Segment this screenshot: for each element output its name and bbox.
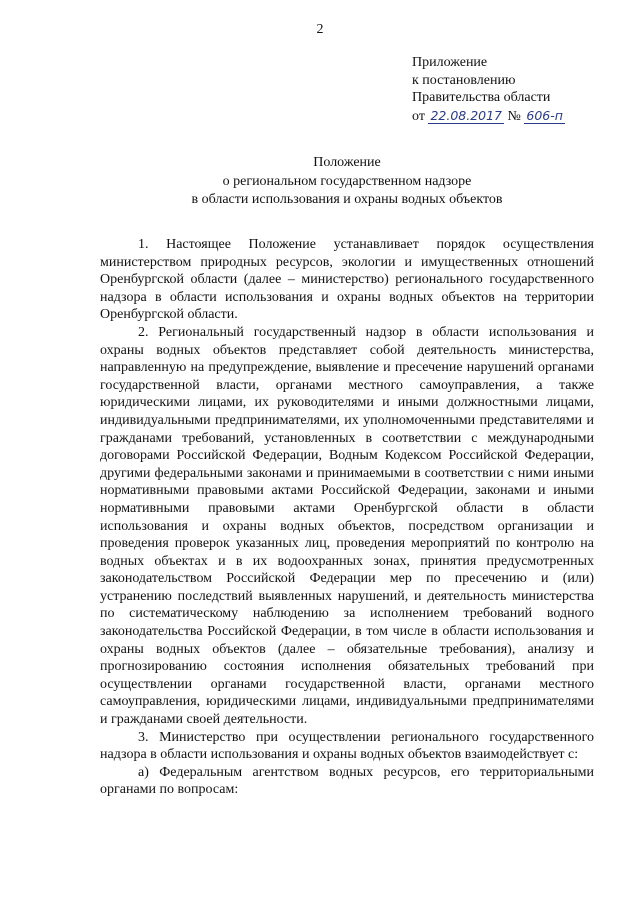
appendix-line-3: Правительства области [412,90,551,105]
handwritten-number: 606-п [526,107,563,123]
title-line-3: в области использования и охраны водных объектов [191,192,503,207]
document-body [100,236,594,799]
appendix-header [412,54,632,125]
cut-off-next-line [100,895,594,905]
title-line-1: Положение [313,155,381,170]
paragraph-3: 3. Министерство при осуществлении регионального государственного надзора в области использования и охраны водных объектов взаимодействует с: [100,729,594,763]
appendix-line-1: Приложение [412,55,488,70]
paragraph-3a: а) Федеральным агентством водных ресурсов, его территориальными органами по вопросам: [100,764,594,798]
document-title [100,154,594,210]
title-line-2: о региональном государственном надзоре [222,173,472,189]
paragraph-2: 2. Региональный государственный надзор в области использования и охраны водных объектов представляет собой деятельность министерства, направленную на предупреждение, выявление и пресечение нарушений органами государственной власти, органами местного самоуправления, а также юридическими лицами, их руководителями и иными должностными лицами, индивидуальными предпринимателями, их уполномоченными представителями и гражданами требований, установленных в соответствии с международными договорами Российской Федерации, Водным Кодексом Российской Федерации, другими федеральными законами и принимаемыми в соответствии с ними иными нормативными правовыми актами Российской Федерации, законами и иными нормативными правовыми актами Оренбургской области в области использования и охраны водных объектов, посредством организации и проведения проверок указанных лиц, проведения мероприятий по контролю на водных объектах и в их водоохранных зонах, принятия предусмотренных законодательством Российской Федерации мер по пресечению и (или) устранению последствий выявленных нарушений, и деятельность министерства по систематическому наблюдению за исполнением требований водного законодательства Российской Федерации, в том числе в области использования и охраны водных объектов (далее – обязательные требования), анализу и прогнозированию состояния исполнения обязательных требований при осуществлении органами государственной власти, органами местного самоуправления, юридическими лицами, индивидуальными предпринимателями и гражданами своей деятельности. [100,324,594,728]
appendix-line-2: к постановлению [412,72,516,88]
appendix-date-prefix: от [412,108,425,124]
appendix-date-line [412,107,632,126]
paragraph-1: 1. Настоящее Положение устанавливает порядок осуществления министерством природных ресурсов, экологии и имущественных отношений Оренбургской области (далее – министерство) регионального государственного надзора в области использования и охраны водных объектов на территории Оренбургской области. [100,237,594,323]
number-sign: № [507,108,521,124]
page-number: 2 [316,22,324,37]
handwritten-date: 22.08.2017 [430,107,503,123]
